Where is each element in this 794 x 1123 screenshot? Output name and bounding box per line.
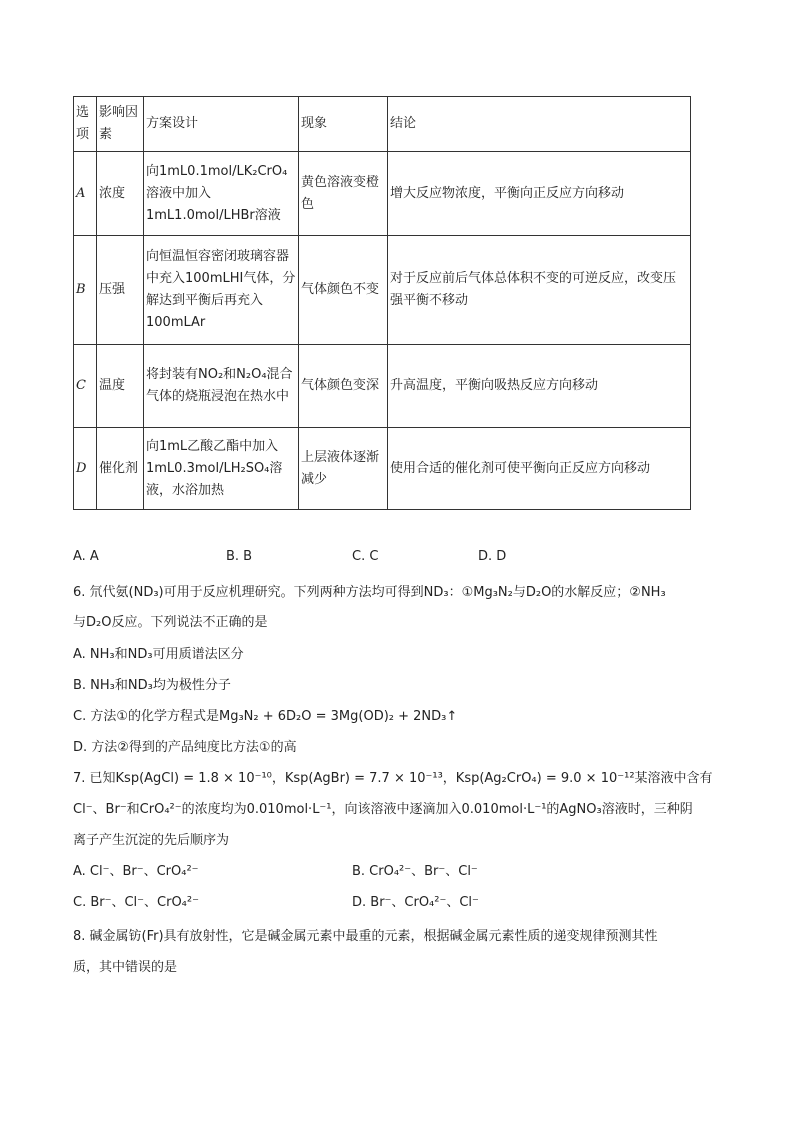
row-phenomenon: 气体颜色不变 <box>299 236 388 345</box>
row-conclusion: 增大反应物浓度，平衡向正反应方向移动 <box>388 152 691 236</box>
row-conclusion: 对于反应前后气体总体积不变的可逆反应，改变压强平衡不移动 <box>388 236 691 345</box>
row-design: 向恒温恒容密闭玻璃容器中充入100mLHI气体，分解达到平衡后再充入100mLAr <box>144 236 299 345</box>
q7-option-d[interactable]: D. Br⁻、CrO₄²⁻、Cl⁻ <box>352 895 479 910</box>
q7-stem-line1: 7. 已知Ksp(AgCl) = 1.8 × 10⁻¹⁰，Ksp(AgBr) = 7.7 × 10⁻¹³，Ksp(Ag₂CrO₄) = 9.0 × 10⁻¹²某溶液中含有 <box>73 771 713 786</box>
q7-stem-line3: 离子产生沉淀的先后顺序为 <box>73 833 230 848</box>
header-factor: 影响因素 <box>97 97 144 152</box>
q7-option-b[interactable]: B. CrO₄²⁻、Br⁻、Cl⁻ <box>352 864 478 879</box>
row-factor: 催化剂 <box>97 428 144 510</box>
table-row <box>74 345 691 428</box>
q8-stem-line1: 8. 碱金属钫(Fr)具有放射性，它是碱金属元素中最重的元素，根据碱金属元素性质的递变规律预测其性 <box>73 929 658 944</box>
q5-option-b[interactable]: B. B <box>226 549 253 564</box>
header-phenomenon: 现象 <box>299 97 388 152</box>
header-option: 选项 <box>74 97 97 152</box>
row-option: B <box>74 236 97 345</box>
table-row <box>74 428 691 510</box>
row-factor: 浓度 <box>97 152 144 236</box>
q8-stem-line2: 质，其中错误的是 <box>73 960 178 975</box>
row-option: A <box>74 152 97 236</box>
row-option: C <box>74 345 97 428</box>
q6-option-c[interactable]: C. 方法①的化学方程式是Mg₃N₂ + 6D₂O = 3Mg(OD)₂ + 2ND₃↑ <box>73 709 458 724</box>
table-header-row <box>74 97 691 152</box>
q7-option-a[interactable]: A. Cl⁻、Br⁻、CrO₄²⁻ <box>73 864 199 879</box>
row-phenomenon: 气体颜色变深 <box>299 345 388 428</box>
q6-stem-line1: 6. 氘代氨(ND₃)可用于反应机理研究。下列两种方法均可得到ND₃：①Mg₃N₂与D₂O的水解反应；②NH₃ <box>73 585 666 600</box>
row-conclusion: 使用合适的催化剂可使平衡向正反应方向移动 <box>388 428 691 510</box>
row-phenomenon: 黄色溶液变橙色 <box>299 152 388 236</box>
q6-option-b[interactable]: B. NH₃和ND₃均为极性分子 <box>73 678 231 693</box>
header-design: 方案设计 <box>144 97 299 152</box>
question-table <box>73 96 691 510</box>
row-phenomenon: 上层液体逐渐减少 <box>299 428 388 510</box>
q7-option-c[interactable]: C. Br⁻、Cl⁻、CrO₄²⁻ <box>73 895 199 910</box>
q6-option-d[interactable]: D. 方法②得到的产品纯度比方法①的高 <box>73 740 297 755</box>
q6-option-a[interactable]: A. NH₃和ND₃可用质谱法区分 <box>73 647 244 662</box>
row-design: 向1mL乙酸乙酯中加入1mL0.3mol/LH₂SO₄溶液，水浴加热 <box>144 428 299 510</box>
header-conclusion: 结论 <box>388 97 691 152</box>
q5-option-d[interactable]: D. D <box>478 549 507 564</box>
row-factor: 压强 <box>97 236 144 345</box>
row-design: 向1mL0.1mol/LK₂CrO₄溶液中加入1mL1.0mol/LHBr溶液 <box>144 152 299 236</box>
row-conclusion: 升高温度，平衡向吸热反应方向移动 <box>388 345 691 428</box>
table-row <box>74 236 691 345</box>
table-row <box>74 152 691 236</box>
q5-option-a[interactable]: A. A <box>73 549 99 564</box>
row-design: 将封装有NO₂和N₂O₄混合气体的烧瓶浸泡在热水中 <box>144 345 299 428</box>
row-option: D <box>74 428 97 510</box>
q7-stem-line2: Cl⁻、Br⁻和CrO₄²⁻的浓度均为0.010mol·L⁻¹，向该溶液中逐滴加入0.010mol·L⁻¹的AgNO₃溶液时，三种阴 <box>73 802 693 817</box>
q5-option-c[interactable]: C. C <box>352 549 379 564</box>
row-factor: 温度 <box>97 345 144 428</box>
q6-stem-line2: 与D₂O反应。下列说法不正确的是 <box>73 615 268 630</box>
